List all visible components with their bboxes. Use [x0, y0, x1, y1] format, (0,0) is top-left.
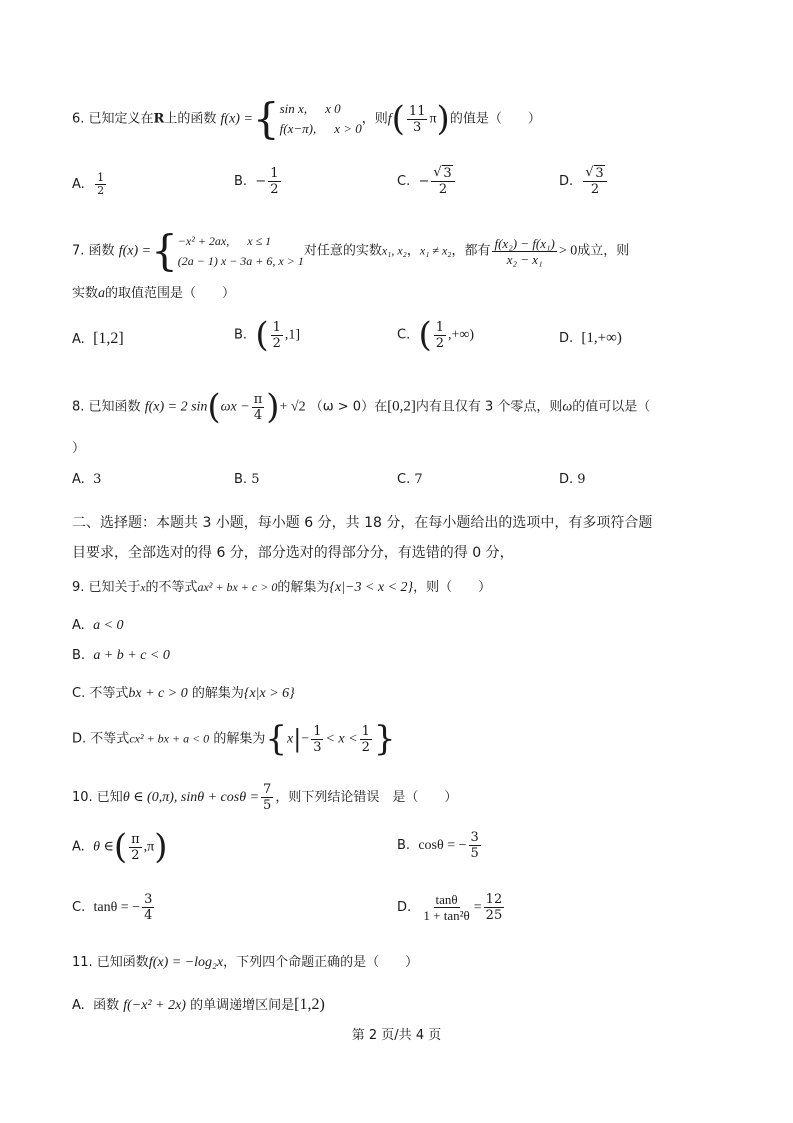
question-11: 11. 已知函数f(x) = −log₂x，下列四个命题正确的是（ ）: [72, 955, 419, 970]
q10-option-d[interactable]: D. $\frac{\tan\theta}{\text{1 + tan²θ}}$ = $\frac{12}{25}$: [397, 892, 503, 923]
q8-option-c[interactable]: C. 7: [397, 472, 423, 487]
q10-option-a[interactable]: A. θ ∈( $\frac{\pi}{2}$ ,π): [72, 827, 168, 867]
q6-option-c[interactable]: C. − √ $\frac{3}{2}$: [397, 166, 457, 197]
piecewise-cases: −x² + 2ax, x ≤ 1 (2a − 1) x − 3a + 6, x > 1: [177, 234, 304, 268]
q9-option-c[interactable]: C. 不等式bx + c > 0 的解集为{x|x > 6}: [72, 686, 295, 701]
q7-option-a[interactable]: A. [1,2]: [72, 330, 124, 347]
question-6: 6. 已知定义在R上的函数 f(x) ={ sin x, x 0 f(x−π), x > 0 ，则f( $\frac{11}{3}$ π)的值是（ ）: [72, 94, 541, 143]
section-2-heading: 二、选择题：本题共 3 小题，每小题 6 分，共 18 分，在每小题给出的选项中，有多项符合题: [72, 515, 653, 531]
question-8-close: ）: [72, 441, 86, 456]
q10-option-b[interactable]: B. cosθ = − $\frac{3}{5}$: [397, 830, 479, 861]
question-7-line2: 实数a的取值范围是（ ）: [72, 286, 236, 301]
q7-option-b[interactable]: B. ( $\frac{1}{2}$ ,1]: [234, 315, 301, 355]
q9-option-a[interactable]: A. a < 0: [72, 618, 124, 633]
question-10: 10. 已知θ ∈ (0,π), sinθ + cosθ = $\frac{7}{5}$ ，则下列结论错误 是（ ）: [72, 782, 458, 813]
q10-option-c[interactable]: C. tanθ = − $\frac{3}{4}$: [72, 892, 153, 923]
q6-option-b[interactable]: B. − $\frac{1}{2}$: [234, 166, 279, 197]
question-8: 8. 已知函数 f(x) = 2 sin(ωx − $\frac{\pi}{4}$ )+ √2 （ω > 0）在[0,2]内有且仅有 3 个零点，则ω的值可以是（: [72, 387, 651, 427]
q8-option-b[interactable]: B. 5: [234, 472, 260, 487]
section-2-heading-line2: 目要求，全部选对的得 6 分，部分选对的得部分分，有选错的得 0 分，: [72, 545, 514, 561]
page-footer: 第 2 页/共 4 页: [351, 1028, 442, 1043]
q8-option-d[interactable]: D. 9: [559, 472, 586, 487]
q6-option-a[interactable]: A. $\frac{1}{2}$: [72, 171, 105, 197]
piecewise-cases: sin x, x 0 f(x−π), x > 0: [279, 101, 362, 136]
q9-option-d[interactable]: D. 不等式cx² + bx + a < 0 的解集为{x|− $\frac{1}{3}$ < x < $\frac{1}{2}$ }: [72, 719, 396, 759]
q9-option-b[interactable]: B. a + b + c < 0: [72, 648, 170, 663]
q8-option-a[interactable]: A. 3: [72, 472, 102, 487]
q7-option-c[interactable]: C. ( $\frac{1}{2}$ ,+∞): [397, 315, 475, 355]
question-9: 9. 已知关于x的不等式ax² + bx + c > 0的解集为{x|−3 < x < 2}，则（ ）: [72, 580, 492, 595]
q6-option-d[interactable]: D. √ $\frac{3}{2}$: [559, 166, 609, 197]
q11-option-a[interactable]: A. 函数 f(−x² + 2x) 的单调递增区间是[1,2): [72, 996, 325, 1013]
q7-option-d[interactable]: D. [1,+∞): [559, 330, 622, 346]
question-7: 7. 函数 f(x) ={ −x² + 2ax, x ≤ 1 (2a − 1) x − 3a + 6, x > 1 对任意的实数x₁, x₂，x₁ ≠ x₂，都有 $\frac{\text{f(x₂) − f(x₁)}}{\text{x₂ − x₁}}$ > 0成立，则: [72, 226, 630, 275]
